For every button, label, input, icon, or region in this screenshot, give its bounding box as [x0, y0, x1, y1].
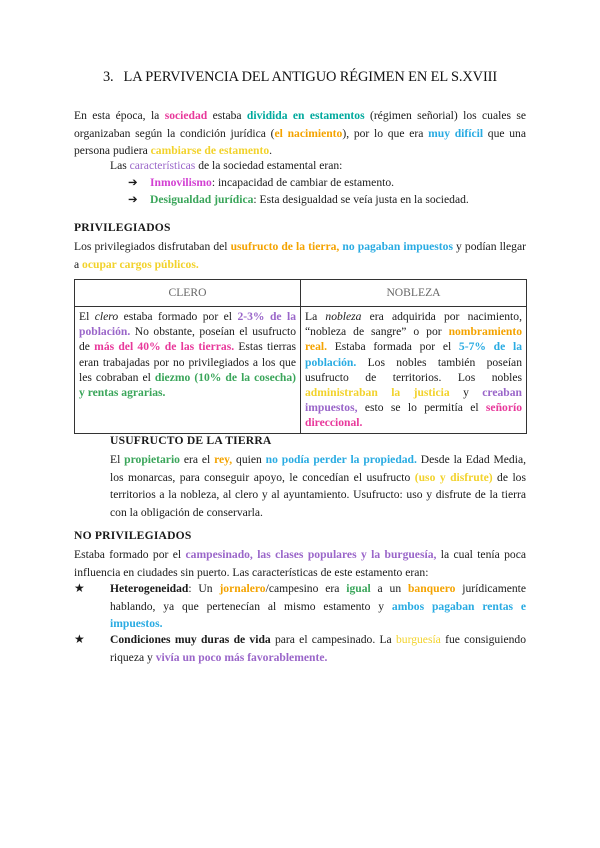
table-row [75, 307, 527, 434]
highlight-propiedad: no podía perder la propiedad. [265, 453, 417, 466]
highlight-senorio: señorío direccional. [305, 401, 522, 430]
section-number: 3. [102, 69, 114, 85]
term: Inmovilismo [150, 176, 212, 189]
characteristic-item [128, 191, 469, 209]
text: Las [110, 159, 130, 172]
text: : Un [188, 582, 220, 595]
star-icon: ★ [74, 581, 85, 595]
text: a un [370, 582, 408, 595]
usufructo-paragraph [110, 451, 526, 521]
highlight-poblacion: 2-3% de la población. [79, 310, 296, 339]
text: estaba [207, 109, 247, 122]
non-privileged-paragraph [74, 546, 526, 581]
text: quien [232, 453, 266, 466]
text: El [79, 310, 95, 323]
text: El [110, 453, 125, 466]
text: fue consiguiendo riqueza y [110, 633, 526, 664]
arrow-icon: ➔ [128, 176, 138, 189]
text: No obstante, poseían el usufructo de [79, 325, 296, 354]
highlight-tierras: más del 40% de las tierras. [94, 340, 235, 354]
text: esto se lo permitía el [357, 401, 486, 415]
highlight-jornalero: jornalero [219, 582, 266, 595]
text: y podían llegar a [74, 240, 526, 271]
highlight-muy-dificil: muy difícil [428, 126, 484, 140]
highlight-usufructo: usufructo de la tierra, [230, 240, 340, 253]
usufructo-heading: USUFRUCTO DE LA TIERRA [110, 434, 272, 447]
non-privileged-item [74, 631, 526, 666]
term: Condiciones muy duras de vida [110, 633, 271, 646]
characteristic-item [128, 174, 394, 192]
text: estaba formado por el [118, 310, 238, 323]
section-title [0, 69, 600, 86]
star-icon: ★ [74, 632, 85, 646]
highlight-campesinado: campesinado, las clases populares y la burguesía, [185, 548, 437, 561]
italic-term: nobleza [325, 310, 362, 323]
privileged-heading: PRIVILEGIADOS [74, 221, 171, 234]
highlight-diezmo: diezmo (10% de la cosecha) y rentas agrarias. [79, 370, 296, 400]
text: era adquirida por nacimiento, “nobleza de sangre” o por [305, 310, 522, 339]
cell-clero [75, 307, 301, 434]
text: Estaba formado por el [74, 548, 186, 561]
text: la cual tenía poca influencia en ciudades sin puerto. Las características de este estamento eran: [74, 548, 526, 579]
privileged-paragraph [74, 238, 526, 273]
highlight-cambiarse: cambiarse de estamento [150, 144, 270, 158]
text: Estaba formada por el [327, 340, 459, 354]
highlight-cargos: ocupar cargos públicos. [82, 257, 199, 271]
text: Estas tierras eran trabajadas por no privilegiados a los que les cobraban el [79, 340, 296, 384]
highlight-rentas: ambos pagaban rentas e impuestos. [110, 599, 526, 631]
highlight-justicia: administraban la justicia [305, 386, 450, 400]
item-text [74, 631, 526, 666]
highlight-impuestos: creaban impuestos, [305, 386, 522, 415]
highlight-rey: rey, [214, 453, 233, 466]
highlight-caracteristicas: características [129, 159, 196, 172]
text: ), por lo que era [342, 126, 429, 140]
text: y [449, 386, 483, 400]
item-text [74, 580, 527, 633]
text: . [269, 144, 273, 158]
highlight-sociedad: sociedad [164, 109, 208, 122]
section-title-text: LA PERVIVENCIA DEL ANTIGUO RÉGIMEN EN EL S.XVIII [123, 69, 498, 85]
text: (régimen señorial) los cuales se organizaban según la condición jurídica ( [74, 109, 527, 140]
text: era el [179, 453, 215, 466]
non-privileged-item [74, 580, 527, 633]
text: de la sociedad estamental eran: [195, 159, 343, 172]
highlight-poblacion: 5-7% de la población. [305, 340, 522, 369]
header-clero: CLERO [75, 280, 301, 307]
non-privileged-heading: NO PRIVILEGIADOS [74, 529, 192, 542]
text: Desde la Edad Media, los monarcas, para conseguir apoyo, le concedían el usufructo [110, 453, 526, 484]
characteristics-intro [110, 157, 530, 175]
intro-paragraph [74, 107, 526, 160]
text: para el campesinado. La [270, 633, 396, 646]
highlight-propietario: propietario [124, 453, 180, 466]
text: /campesino era [265, 582, 347, 595]
cell-nobleza [301, 307, 527, 434]
arrow-icon: ➔ [128, 193, 138, 206]
italic-term: clero [94, 310, 119, 323]
text: jurídicamente hablando, ya que pertenecían al mismo estamento y [110, 582, 527, 613]
highlight-igual: igual [346, 582, 371, 595]
estamentos-table [74, 279, 527, 434]
text: Los privilegiados disfrutaban del [74, 240, 231, 253]
highlight-uso-disfrute: (uso y disfrute) [414, 470, 493, 484]
highlight-burguesia: burguesía [395, 633, 441, 646]
text: : incapacidad de cambiar de estamento. [211, 176, 395, 189]
text: Los nobles también poseían usufructo de territorios. Los nobles [305, 355, 522, 384]
term: Heterogeneidad [110, 582, 189, 595]
highlight-estamentos: dividida en estamentos [246, 109, 365, 122]
text: de los territorios a la nobleza, al clero y al ayuntamiento. Usufructo: uso y disfrute de la tierra con la obligación de conservarla. [110, 470, 526, 519]
highlight-nacimiento: el nacimiento [274, 126, 343, 140]
highlight-no-pagaban: no pagaban impuestos [342, 240, 453, 253]
text: : Esta desigualdad se veía justa en la sociedad. [253, 193, 469, 206]
header-nobleza: NOBLEZA [301, 280, 527, 307]
text: que una persona pudiera [74, 126, 526, 158]
table-header-row [75, 280, 527, 307]
text: En esta época, la [74, 109, 165, 122]
highlight-favorablemente: vivía un poco más favorablemente. [155, 650, 328, 664]
highlight-nombramiento: nombramiento real. [305, 325, 522, 354]
term: Desigualdad jurídica [150, 193, 254, 206]
highlight-banquero: banquero [407, 582, 456, 595]
text: La [305, 310, 326, 323]
